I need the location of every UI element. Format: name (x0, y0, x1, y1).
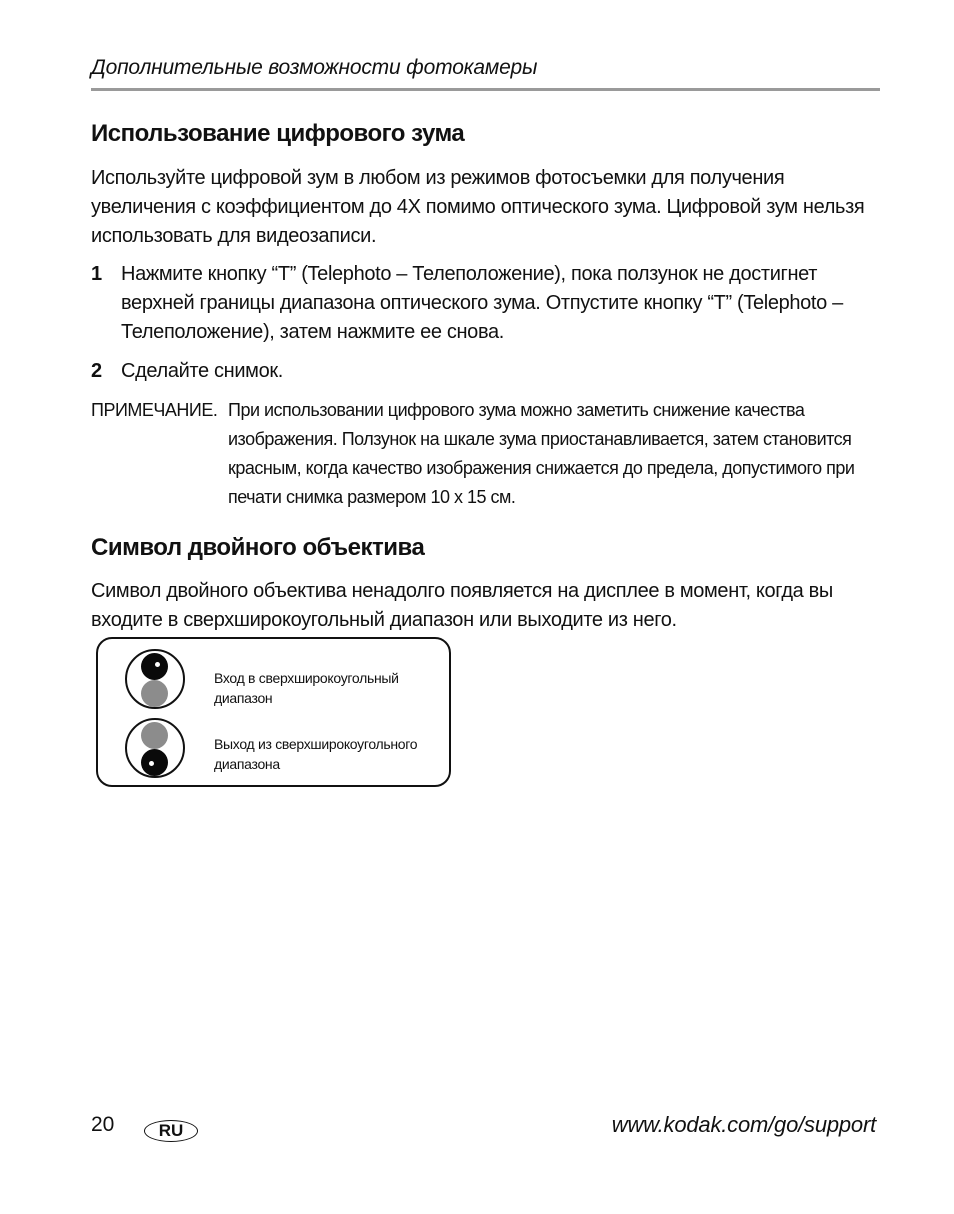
legend-label-exit: Выход из сверхширокоугольного диапазона (214, 736, 418, 772)
support-url: www.kodak.com/go/support (611, 1112, 876, 1137)
step-number: 1 (91, 263, 102, 285)
language-badge: RU (144, 1120, 198, 1142)
page-number: 20 (91, 1113, 115, 1136)
note-text: При использовании цифрового зума можно заметить снижение качества изображения. Ползунок на шкале зума приостанавливается, затем становится красным, когда качество изображения снижается до предела, допустимого при печати снимка размером 10 x 15 см. (228, 400, 855, 507)
step-item (91, 357, 891, 386)
note-block (91, 396, 891, 512)
dual-lens-exit-icon (125, 718, 185, 778)
section-heading-digital-zoom: Использование цифрового зума (91, 120, 465, 147)
dual-lens-legend (96, 637, 451, 787)
running-header: Дополнительные возможности фотокамеры (91, 56, 538, 79)
step-item (91, 260, 891, 347)
legend-label-enter: Вход в сверхширокоугольный диапазон (214, 670, 399, 706)
step-text: Сделайте снимок. (121, 360, 283, 382)
step-text: Нажмите кнопку “T” (Telephoto – Телеположение), пока ползунок не достигнет верхней границы диапазона оптического зума. Отпустите кнопку “T” (Telephoto – Телеположение), затем нажмите ее снова. (121, 263, 843, 343)
header-rule (91, 88, 880, 91)
dual-lens-enter-icon (125, 649, 185, 709)
dual-lens-text: Символ двойного объектива ненадолго появляется на дисплее в момент, когда вы входите в сверхширокоугольный диапазон или выходите из него. (91, 580, 833, 631)
section-heading-dual-lens: Символ двойного объектива (91, 534, 425, 561)
digital-zoom-intro: Используйте цифровой зум в любом из режимов фотосъемки для получения увеличения с коэффициентом до 4X помимо оптического зума. Цифровой зум нельзя использовать для видеозаписи. (91, 167, 865, 247)
note-label: ПРИМЕЧАНИЕ. (91, 400, 218, 420)
step-number: 2 (91, 360, 102, 382)
